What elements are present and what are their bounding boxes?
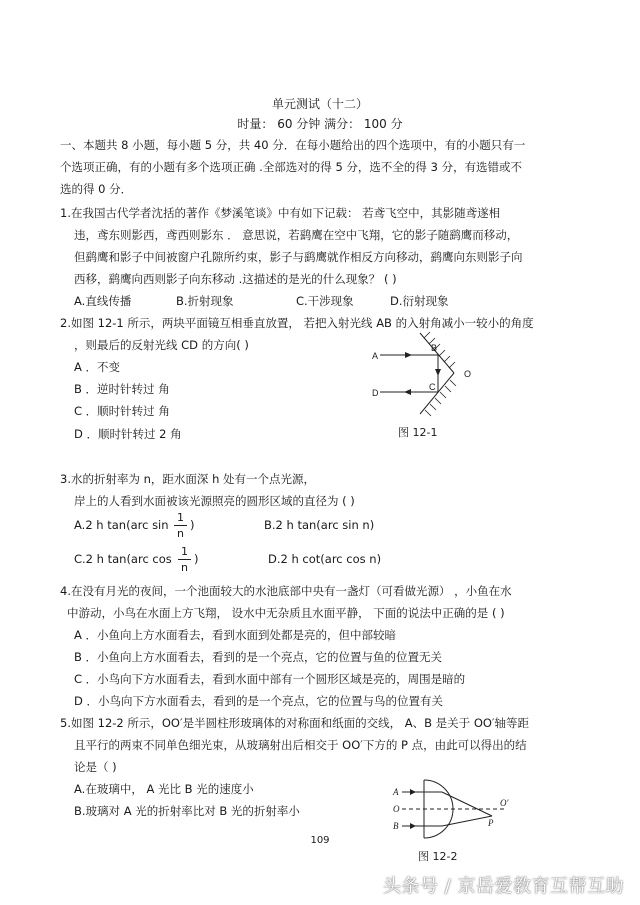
question-3-option-c: C.2 h tan(arc cos	[74, 552, 172, 566]
question-2-option-b: B ．逆时针转过 角	[74, 382, 170, 396]
mirror-lower-line	[420, 373, 454, 414]
question-1-text: 西移，鹞鹰向西则影子向东移动 .这描述的是光的什么现象？ ( )	[74, 272, 397, 286]
instruction-line: 选的得 0 分．	[60, 182, 133, 196]
question-1-text: 但鹞鹰和影子中间被窗户孔隙所约束，影子与鹞鹰就作相反方向移动，鹞鹰向东则影子向	[74, 250, 523, 264]
question-3-option-a: A.2 h tan(arc sin	[74, 518, 169, 532]
exam-meta: 时量： 60 分钟 满分： 100 分	[237, 117, 403, 131]
question-1-text: 1.在我国古代学者沈括的著作《梦溪笔谈》中有如下记载： 若鸢飞空中，其影随鸢遂相	[60, 206, 501, 220]
question-2-option-a: A ．不变	[74, 360, 121, 374]
figure-12-1-caption: 图 12-1	[398, 426, 438, 439]
page-number: 109	[310, 835, 330, 846]
closing-paren: )	[194, 552, 199, 566]
mirror-upper-line	[420, 333, 454, 373]
question-4-option-d: D ．小鸟向下方水面看去，看到的是一个亮点，它的位置与鸟的位置有关	[74, 694, 444, 708]
ray-a-out-line	[442, 792, 492, 816]
label-d: D	[372, 388, 379, 398]
question-2-text: 2.如图 12-1 所示，两块平面镜互相垂直放置， 若把入射光线 AB 的入射角减小一较小的角度	[60, 316, 534, 330]
question-1-option-c: C.干涉现象	[296, 294, 354, 308]
question-2-option-d: D ．顺时针转过 2 角	[74, 427, 182, 441]
label-b: B	[431, 343, 438, 353]
instruction-line: 个选项正确，有的小题有多个选项正确 .全部选对的得 5 分，选不全的得 3 分，有选错或不	[60, 160, 523, 174]
question-5-text: 5.如图 12-2 所示，OO′是半圆柱形玻璃体的对称面和纸面的交线， A、B 是关于 OO′轴等距	[60, 716, 530, 730]
arrow-right-icon	[405, 352, 412, 358]
page-title: 单元测试（十二）	[271, 97, 368, 111]
question-1-text: 违，鸢东则影西，鸢西则影东 ． 意思说，若鹞鹰在空中飞翔，它的影子随鹞鹰而移动，	[74, 228, 519, 242]
question-4-option-c: C ．小鸟向下方水面看去，看到水面中部有一个圆形区域是亮的，周围是暗的	[74, 672, 466, 686]
figure-12-2-caption: 图 12-2	[418, 850, 458, 863]
label-a: A	[372, 351, 379, 361]
question-1-option-a: A.直线传播	[74, 294, 132, 308]
question-5-option-b: B.玻璃对 A 光的折射率比对 B 光的折射率小	[74, 804, 300, 818]
question-3-option-b: B.2 h tan(arc sin n)	[264, 518, 375, 532]
figure-12-1-mirrors	[366, 330, 496, 422]
label-o: O	[393, 804, 400, 814]
question-2-option-c: C ．顺时针转过 角	[74, 404, 170, 418]
question-3-text: 岸上的人看到水面被该光源照亮的圆形区域的直径为 ( )	[74, 494, 355, 508]
fraction-denominator: n	[181, 561, 188, 574]
question-5-text: 论是（ )	[74, 760, 117, 774]
question-4-text: 中游动，小鸟在水面上方飞翔， 设水中无杂质且水面平静， 下面的说法中正确的是 ( )	[67, 606, 505, 620]
arrow-right-icon	[410, 789, 416, 795]
question-2-text: ，则最后的反射光线 CD 的方向( )	[74, 338, 249, 352]
label-c: C	[429, 382, 436, 392]
question-3-option-d: D.2 h cot(arc cos n)	[268, 552, 382, 566]
instruction-line: 一、本题共 8 小题，每小题 5 分，共 40 分．在每小题给出的四个选项中，有的小题只有一	[60, 138, 526, 152]
closing-paren: )	[190, 518, 195, 532]
question-5-text: 且平行的两束不同单色细光束，从玻璃射出后相交于 OO′下方的 P 点，由此可以得出的结	[74, 738, 527, 752]
label-p: P	[488, 818, 494, 828]
fraction-denominator: n	[177, 527, 184, 540]
question-4-option-a: A ．小鱼向上方水面看去，看到水面到处都是亮的，但中部较暗	[74, 628, 397, 642]
ray-b-out-line	[442, 816, 492, 826]
watermark: 头条号 / 京岳爱教育互帮互助	[382, 876, 624, 897]
arrow-right-icon	[410, 823, 416, 829]
label-o-prime: O′	[500, 798, 509, 808]
label-b: B	[393, 821, 399, 831]
fraction-1-over-n	[178, 546, 191, 573]
fraction-numerator: 1	[174, 512, 187, 526]
arrow-left-icon	[404, 389, 411, 395]
arrow-down-icon	[435, 369, 441, 376]
question-4-text: 4.在没有月光的夜间，一个池面较大的水池底部中央有一盏灯（可看做光源） ，小鱼在水	[60, 584, 512, 598]
label-a: A	[393, 787, 399, 797]
figure-12-2-half-cylinder	[392, 776, 518, 842]
fraction-numerator: 1	[178, 546, 191, 560]
question-4-option-b: B ．小鱼向上方水面看去，看到的是一个亮点，它的位置与鱼的位置无关	[74, 650, 443, 664]
fraction-1-over-n	[174, 512, 187, 539]
label-o: O	[464, 369, 472, 379]
question-5-option-a: A.在玻璃中， A 光比 B 光的速度小	[74, 782, 254, 796]
question-1-option-b: B.折射现象	[176, 294, 234, 308]
question-1-option-d: D.衍射现象	[390, 294, 449, 308]
question-3-text: 3.水的折射率为 n，距水面深 h 处有一个点光源，	[60, 472, 316, 486]
